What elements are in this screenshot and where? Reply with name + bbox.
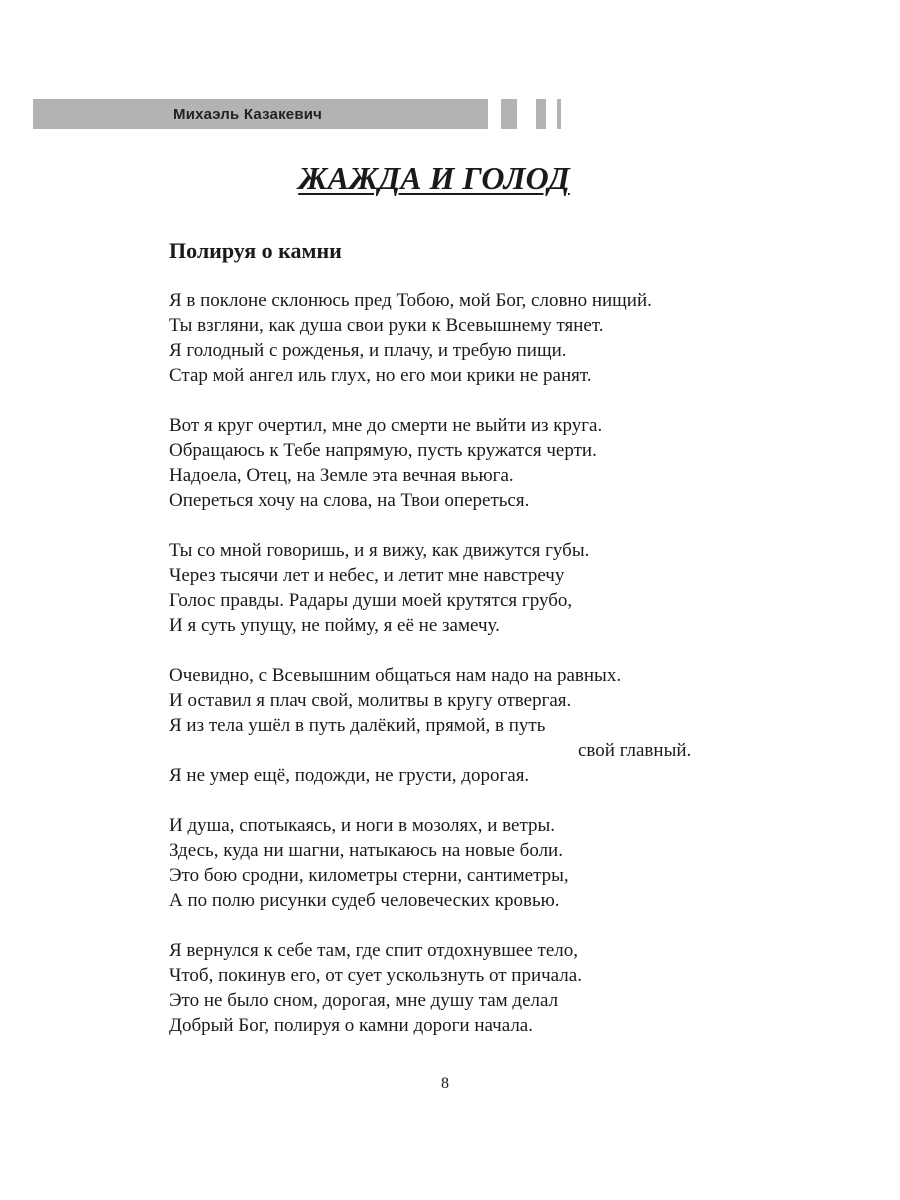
stanza	[169, 538, 789, 638]
poem-line-continuation: свой главный.	[578, 740, 692, 761]
header-decor-bar	[557, 99, 561, 129]
stanza	[169, 413, 789, 513]
poem-line: Очевидно, с Всевышним общаться нам надо на равных.	[169, 665, 622, 686]
poem-line: Голос правды. Радары души моей крутятся грубо,	[169, 590, 573, 611]
poem-line: Я в поклоне склонюсь пред Тобою, мой Бог, словно нищий.	[169, 290, 652, 311]
poem-line: И душа, спотыкаясь, и ноги в мозолях, и ветры.	[169, 815, 556, 836]
poem-line: И я суть упущу, не пойму, я её не замечу.	[169, 615, 500, 636]
poem-line: Я вернулся к себе там, где спит отдохнувшее тело,	[169, 940, 578, 961]
header-decor-bar	[536, 99, 546, 129]
poem-line: Через тысячи лет и небес, и летит мне навстречу	[169, 565, 565, 586]
poem-line: Ты взгляни, как душа свои руки к Всевышнему тянет.	[169, 315, 604, 336]
stanza	[169, 663, 789, 788]
page-number: 8	[441, 1075, 449, 1092]
poem-line: Здесь, куда ни шагни, натыкаюсь на новые боли.	[169, 840, 563, 861]
poem-line: Вот я круг очертил, мне до смерти не выйти из круга.	[169, 415, 603, 436]
poem-line: Ты со мной говоришь, и я вижу, как движутся губы.	[169, 540, 590, 561]
poem-line: Я голодный с рожденья, и плачу, и требую пищи.	[169, 340, 567, 361]
poem-line: Я не умер ещё, подожди, не грусти, дорогая.	[169, 765, 530, 786]
poem-title: Полируя о камни	[169, 238, 342, 263]
poem-line: И оставил я плач свой, молитвы в кругу отвергая.	[169, 690, 572, 711]
poem-line: Стар мой ангел иль глух, но его мои крики не ранят.	[169, 365, 592, 386]
poem-line: Это не было сном, дорогая, мне душу там делал	[169, 990, 559, 1011]
running-header-author: Михаэль Казакевич	[173, 106, 323, 123]
stanza	[169, 813, 789, 913]
poem-line: А по полю рисунки судеб человеческих кровью.	[169, 890, 560, 911]
poem-body	[169, 288, 789, 1063]
poem-line: Опереться хочу на слова, на Твои опереться.	[169, 490, 530, 511]
poem-line: Обращаюсь к Тебе напрямую, пусть кружатся черти.	[169, 440, 597, 461]
poem-line: Это бою сродни, километры стерни, сантиметры,	[169, 865, 569, 886]
section-title: ЖАЖДА И ГОЛОД	[298, 160, 570, 196]
poem-line: Я из тела ушёл в путь далёкий, прямой, в путь	[169, 715, 546, 736]
stanza	[169, 288, 789, 388]
header-decor-bar	[501, 99, 517, 129]
poem-line: Добрый Бог, полируя о камни дороги начала.	[169, 1015, 533, 1036]
poem-line: Чтоб, покинув его, от сует ускользнуть от причала.	[169, 965, 582, 986]
poem-line: Надоела, Отец, на Земле эта вечная вьюга.	[169, 465, 514, 486]
stanza	[169, 938, 789, 1038]
